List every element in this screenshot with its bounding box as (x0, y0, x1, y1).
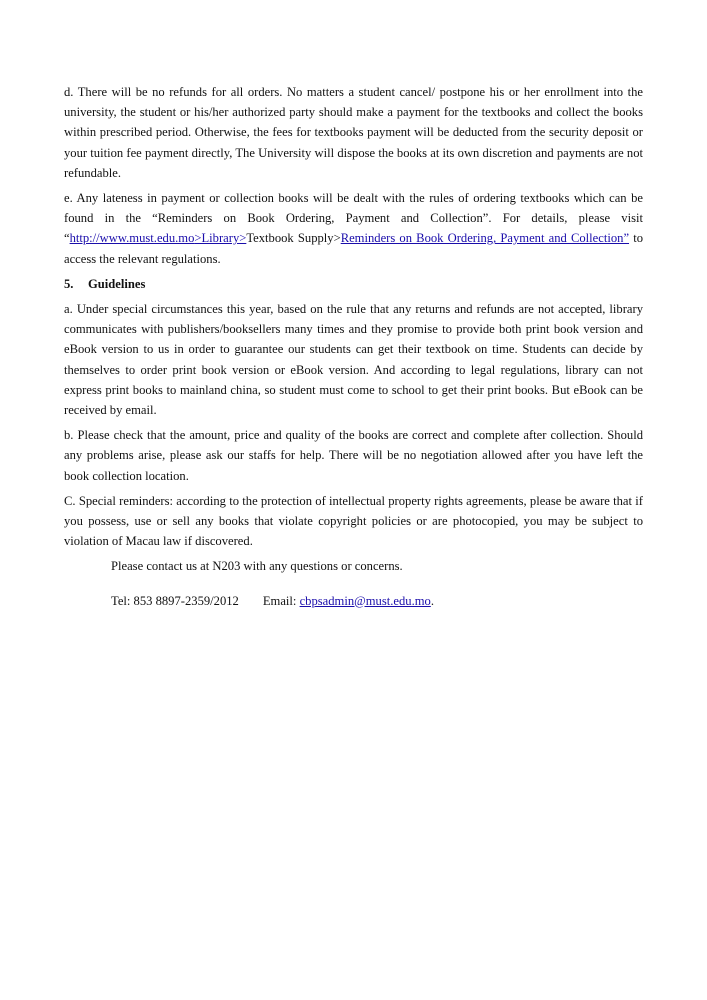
lateness-text-middle: Textbook Supply> (246, 231, 341, 246)
section-heading-guidelines (64, 274, 643, 294)
lateness-text-after: to access the relevant regulations. (64, 231, 643, 266)
paragraph-special-reminders (64, 491, 643, 552)
contact-block (111, 556, 643, 610)
paragraph-check-books (64, 425, 643, 486)
contact-tel: Tel: 853 8897-2359/2012 (111, 593, 239, 608)
paragraph-special-circumstances-text: a. Under special circumstances this year, based on the rule that any returns and refunds are not accepted, library communicates with publishers/booksellers many times and they promise to provide both print book version and eBook version to us in order to guarantee our students can get their textbook on time. Students can decide by themselves to order print book version or eBook version. And according to legal regulations, library can not express print books to mainland china, so student must come to school to get their print books. But eBook can be received by email. (64, 302, 643, 418)
paragraph-no-refunds (64, 82, 643, 183)
section-number: 5. (64, 276, 74, 291)
lateness-text-before: e. Any lateness in payment or collection books will be dealt with the rules of ordering textbooks which can be found in the “Reminders on Book Ordering, Payment and Collection”. For details, please visit “ (64, 191, 643, 246)
contact-email-trail: . (430, 593, 434, 608)
paragraph-lateness (64, 188, 643, 269)
contact-intro: Please contact us at N203 with any questions or concerns. (111, 559, 403, 574)
paragraph-special-circumstances (64, 299, 643, 420)
reminders-link[interactable]: Reminders on Book Ordering, Payment and Collection” (340, 231, 630, 246)
library-link[interactable]: >Library> (194, 231, 247, 246)
paragraph-no-refunds-text: d. There will be no refunds for all orders. No matters a student cancel/ postpone his or her enrollment into the university, the student or his/her authorized party should make a payment for the textbooks and collect the books within prescribed period. Otherwise, the fees for textbooks payment will be deducted from the security deposit or your tuition fee payment directly, The University will dispose the books at its own discretion and payments are not refundable. (64, 85, 643, 180)
contact-details (111, 591, 643, 611)
paragraph-check-books-text: b. Please check that the amount, price and quality of the books are correct and complete after collection. Should any problems arise, please ask our staffs for help. There will be no negotiation allowed after you have left the book collection location. (64, 428, 643, 483)
contact-email-link[interactable]: cbpsadmin@must.edu.mo (299, 593, 431, 608)
section-title: Guidelines (88, 276, 146, 291)
paragraph-special-reminders-text: C. Special reminders: according to the protection of intellectual property rights agreements, please be aware that if you possess, use or sell any books that violate copyright policies or are photocopied, you may be subject to violation of Macau law if discovered. (64, 493, 643, 549)
contact-email-label: Email: (262, 593, 300, 608)
document-page (64, 82, 643, 611)
must-website-link[interactable]: http://www.must.edu.mo (69, 231, 195, 246)
